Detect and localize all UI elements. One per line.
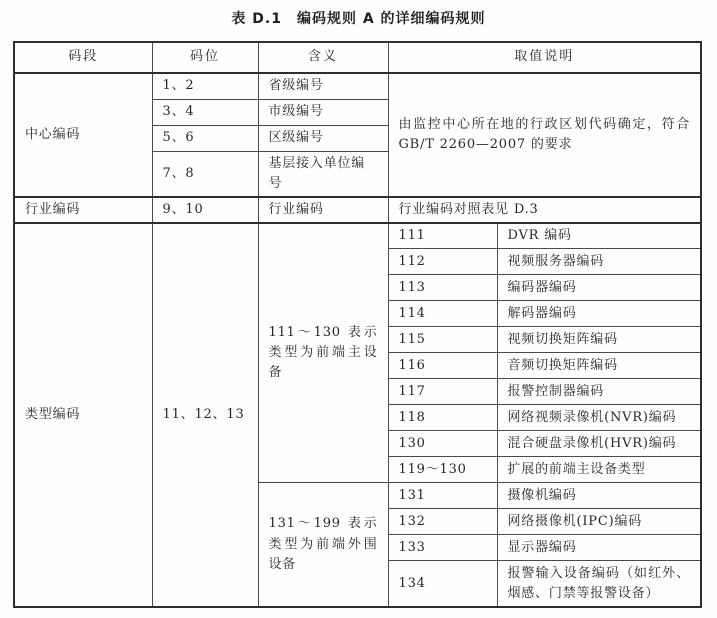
type-code-cell: 130 (388, 431, 497, 457)
position-cell: 1、2 (152, 73, 258, 99)
type-code-cell: 112 (388, 249, 497, 275)
type-desc-cell: 编码器编码 (497, 275, 701, 301)
segment-cell-type: 类型编码 (14, 223, 152, 607)
table-row (14, 223, 701, 249)
type-desc-cell: DVR 编码 (497, 223, 701, 249)
position-cell-type: 11、12、13 (152, 223, 258, 607)
table-row (14, 73, 701, 99)
type-code-cell: 131 (388, 483, 497, 509)
meaning-cell: 省级编号 (258, 73, 388, 99)
type-code-cell: 134 (388, 561, 497, 607)
position-cell: 9、10 (152, 197, 258, 223)
type-desc-cell: 网络视频录像机(NVR)编码 (497, 405, 701, 431)
type-code-cell: 115 (388, 327, 497, 353)
type-code-cell: 132 (388, 509, 497, 535)
header-cell-value-note: 取值说明 (388, 42, 701, 73)
type-desc-cell: 混合硬盘录像机(HVR)编码 (497, 431, 701, 457)
segment-cell-center: 中心编码 (14, 73, 152, 197)
table-title: 表 D.1 编码规则 A 的详细编码规则 (231, 11, 486, 27)
type-code-cell: 111 (388, 223, 497, 249)
meaning-cell: 行业编码 (258, 197, 388, 223)
header-row (14, 42, 701, 73)
value-note-cell-center: 由监控中心所在地的行政区划代码确定，符合 GB/T 2260—2007 的要求 (388, 73, 701, 197)
type-desc-cell: 报警控制器编码 (497, 379, 701, 405)
type-code-cell: 118 (388, 405, 497, 431)
header-cell-position: 码位 (152, 42, 258, 73)
type-desc-cell: 扩展的前端主设备类型 (497, 457, 701, 483)
type-desc-cell: 解码器编码 (497, 301, 701, 327)
type-desc-cell: 视频切换矩阵编码 (497, 327, 701, 353)
type-desc-cell: 音频切换矩阵编码 (497, 353, 701, 379)
type-code-cell: 113 (388, 275, 497, 301)
header-cell-segment: 码段 (14, 42, 152, 73)
type-desc-cell: 视频服务器编码 (497, 249, 701, 275)
type-desc-cell: 报警输入设备编码（如红外、烟感、门禁等报警设备） (497, 561, 701, 607)
type-desc-cell: 显示器编码 (497, 535, 701, 561)
value-note-cell-industry: 行业编码对照表见 D.3 (388, 197, 701, 223)
meaning-cell: 区级编号 (258, 125, 388, 151)
meaning-cell-peripheral-devices: 131～199 表示类型为前端外围设备 (258, 483, 388, 607)
type-code-cell: 117 (388, 379, 497, 405)
type-code-cell: 119～130 (388, 457, 497, 483)
meaning-cell: 基层接入单位编号 (258, 151, 388, 197)
meaning-cell-main-devices: 111～130 表示类型为前端主设备 (258, 223, 388, 483)
type-desc-cell: 网络摄像机(IPC)编码 (497, 509, 701, 535)
header-cell-meaning: 含义 (258, 42, 388, 73)
type-code-cell: 114 (388, 301, 497, 327)
meaning-cell: 市级编号 (258, 99, 388, 125)
type-code-cell: 133 (388, 535, 497, 561)
position-cell: 7、8 (152, 151, 258, 197)
coding-rules-table (13, 41, 702, 608)
position-cell: 5、6 (152, 125, 258, 151)
segment-cell-industry: 行业编码 (14, 197, 152, 223)
table-row (14, 197, 701, 223)
type-code-cell: 116 (388, 353, 497, 379)
type-desc-cell: 摄像机编码 (497, 483, 701, 509)
position-cell: 3、4 (152, 99, 258, 125)
